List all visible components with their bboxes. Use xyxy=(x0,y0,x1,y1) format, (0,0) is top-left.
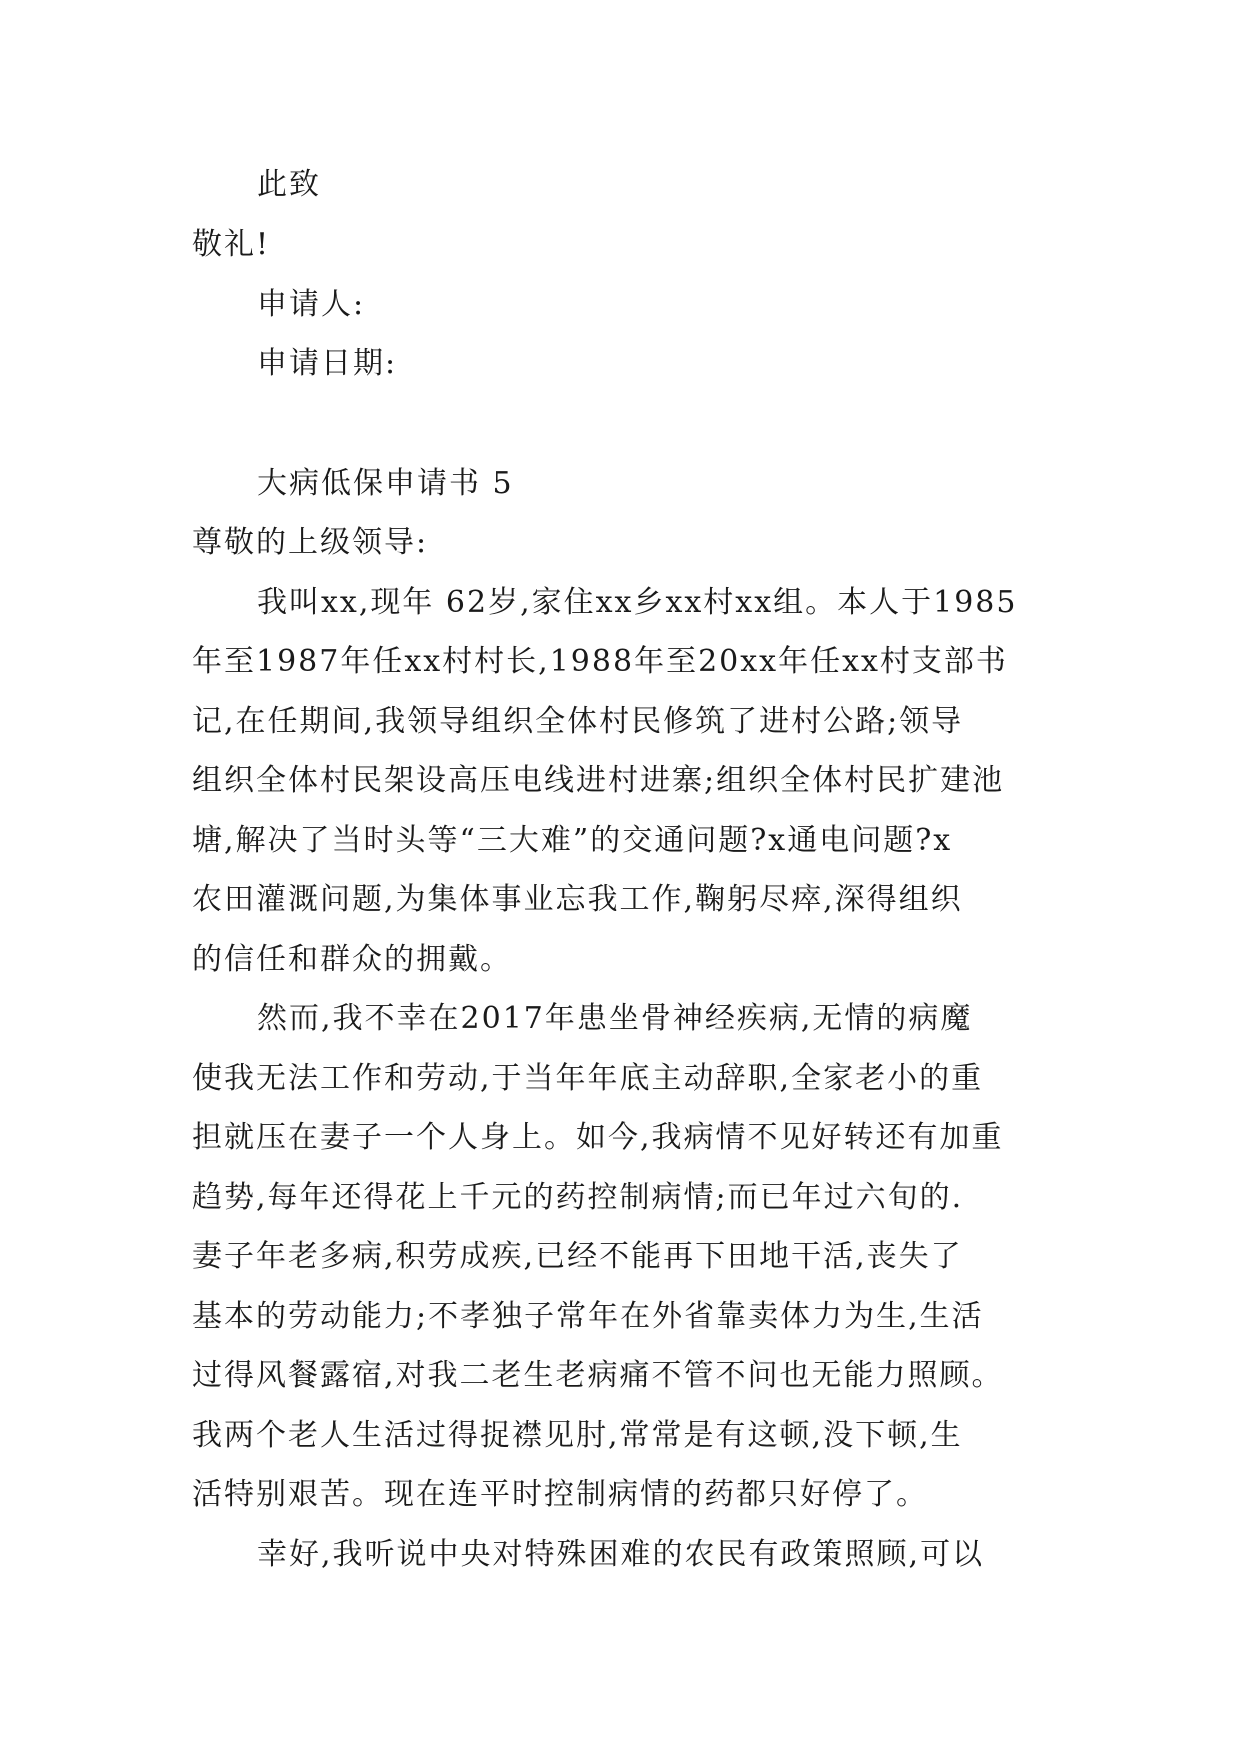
body-line: 妻子年老多病,积劳成疾,已经不能再下田地干活,丧失了 xyxy=(192,1239,963,1274)
applicant-label: 申请人: xyxy=(257,287,366,322)
body-line: 组织全体村民架设高压电线进村进寨;组织全体村民扩建池 xyxy=(192,763,1005,798)
body-line: 过得风餐露宿,对我二老生老病痛不管不问也无能力照顾。 xyxy=(192,1358,1004,1393)
body-line: 基本的劳动能力;不孝独子常年在外省靠卖体力为生,生活 xyxy=(192,1299,984,1334)
body-line: 的信任和群众的拥戴。 xyxy=(192,942,512,977)
letter-greeting: 尊敬的上级领导: xyxy=(192,525,429,560)
body-line: 我两个老人生活过得捉襟见肘,常常是有这顿,没下顿,生 xyxy=(192,1418,963,1453)
body-line: 使我无法工作和劳动,于当年年底主动辞职,全家老小的重 xyxy=(192,1061,984,1096)
body-line: 幸好,我听说中央对特殊困难的农民有政策照顾,可以 xyxy=(257,1537,985,1572)
body-line: 年至1987年任xx村村长,1988年至20xx年任xx村支部书 xyxy=(192,644,1008,679)
body-line: 趋势,每年还得花上千元的药控制病情;而已年过六旬的. xyxy=(192,1180,964,1215)
body-line: 农田灌溉问题,为集体事业忘我工作,鞠躬尽瘁,深得组织 xyxy=(192,882,963,917)
application-date-label: 申请日期: xyxy=(257,346,398,381)
body-line: 我叫xx,现年 62岁,家住xx乡xx村xx组。本人于1985 xyxy=(257,585,1018,620)
body-line: 担就压在妻子一个人身上。如今,我病情不见好转还有加重 xyxy=(192,1120,1004,1155)
letter-title: 大病低保申请书 5 xyxy=(257,466,514,501)
body-line: 记,在任期间,我领导组织全体村民修筑了进村公路;领导 xyxy=(192,704,964,739)
body-line: 然而,我不幸在2017年患坐骨神经疾病,无情的病魔 xyxy=(257,1001,973,1036)
closing-salutation: 此致 xyxy=(257,167,321,202)
body-line: 活特别艰苦。现在连平时控制病情的药都只好停了。 xyxy=(192,1477,928,1512)
body-line: 塘,解决了当时头等“三大难”的交通问题?x通电问题?x xyxy=(192,823,953,858)
closing-regards: 敬礼! xyxy=(192,227,271,262)
